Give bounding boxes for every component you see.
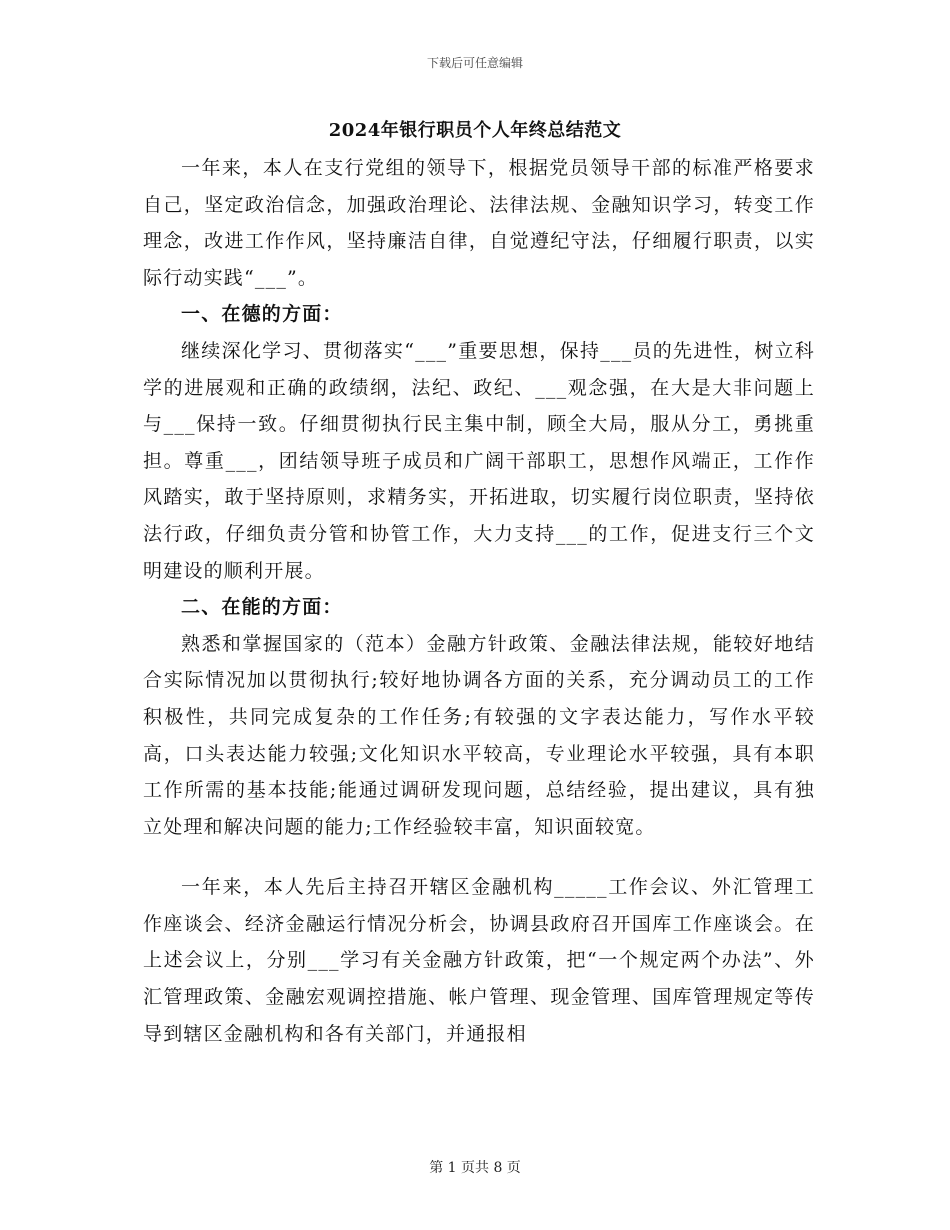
page-number: 第 1 页共 8 页 [429,1160,521,1176]
ability-paragraph: 熟悉和掌握国家的（范本）金融方针政策、金融法律法规，能较好地结合实际情况加以贯彻执行;较好地协调各方面的关系，充分调动员工的工作积极性，共同完成复杂的工作任务;有较强的文字表达能力，写作水平较高，口头表达能力较强;文化知识水平较高，专业理论水平较强，具有本职工作所需的基本技能;能通过调研发现问题，总结经验，提出建议，具有独立处理和解决问题的能力;工作经验较丰富，知识面较宽。 [143,632,815,838]
document-body [143,150,815,1052]
meetings-paragraph: 一年来，本人先后主持召开辖区金融机构_____工作会议、外汇管理工作座谈会、经济金融运行情况分析会，协调县政府召开国库工作座谈会。在上述会议上，分别___学习有关金融方针政策，把“一个规定两个办法”、外汇管理政策、金融宏观调控措施、帐户管理、现金管理、国库管理规定等传导到辖区金融机构和各有关部门，并通报相 [143,876,815,1045]
morality-paragraph: 继续深化学习、贯彻落实“___”重要思想，保持___员的先进性，树立科学的进展观和正确的政绩纲，法纪、政纪、___观念强，在大是大非问题上与___保持一致。仔细贯彻执行民主集中制，顾全大局，服从分工，勇挑重担。尊重___，团结领导班子成员和广阔干部职工，思想作风端正，工作作风踏实，敢于坚持原则，求精务实，开拓进取，切实履行岗位职责，坚持依法行政，仔细负责分管和协管工作，大力支持___的工作，促进支行三个文明建设的顺利开展。 [143,339,815,582]
intro-paragraph: 一年来，本人在支行党组的领导下，根据党员领导干部的标准严格要求自己，坚定政治信念，加强政治理论、法律法规、金融知识学习，转变工作理念，改进工作作风，坚持廉洁自律，自觉遵纪守法，仔细履行职责，以实际行动实践“___”。 [143,157,815,289]
document-title: 2024年银行职员个人年终总结范文 [328,120,622,141]
download-note: 下载后可任意编辑 [426,56,523,70]
section-heading-ability: 二、在能的方面： [181,596,343,619]
section-heading-morality: 一、在德的方面： [181,303,343,326]
